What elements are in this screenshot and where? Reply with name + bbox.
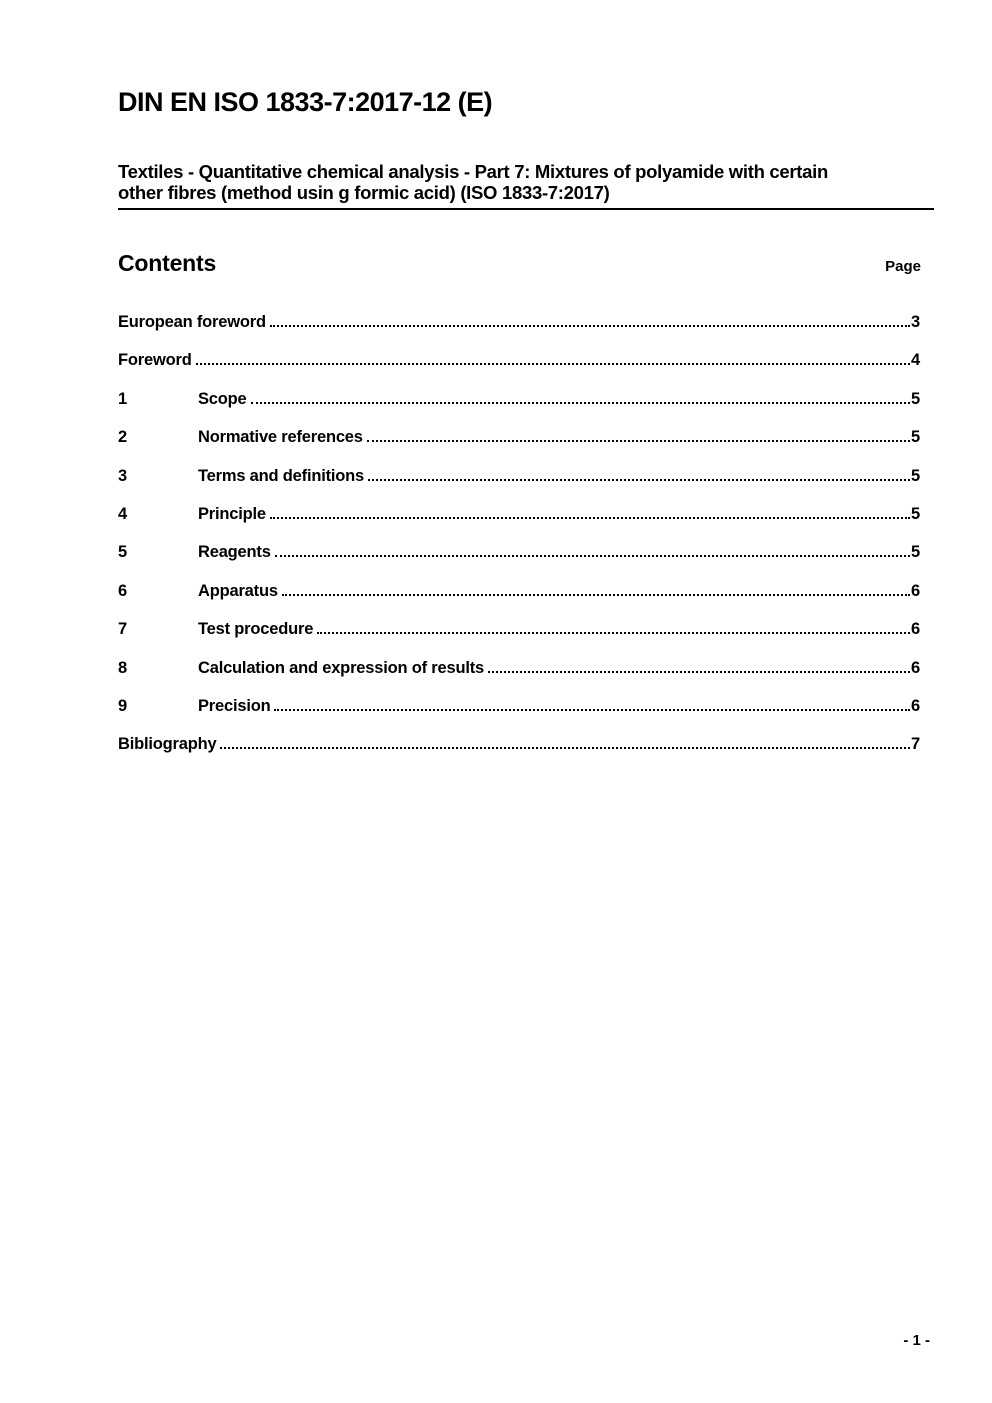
toc-leader-dots <box>317 632 910 634</box>
subtitle-line-1: Textiles - Quantitative chemical analysis - Part 7: Mixtures of polyamide with certain <box>118 161 828 182</box>
toc-entry-title: Precision <box>198 696 271 715</box>
toc-entry-page: 4 <box>911 351 920 370</box>
toc-entry-title: Scope <box>198 389 247 408</box>
toc-leader-dots <box>196 363 910 365</box>
toc-entry <box>118 313 920 351</box>
contents-header <box>118 250 921 277</box>
page-column-label: Page <box>885 258 921 275</box>
contents-heading: Contents <box>118 250 217 276</box>
toc-leader-dots <box>220 747 910 749</box>
toc-leader-dots <box>275 555 910 557</box>
toc-entry-page: 5 <box>911 389 920 408</box>
toc-entry-page: 5 <box>911 543 920 562</box>
document-subtitle <box>118 161 934 210</box>
toc-list <box>118 313 920 774</box>
toc-entry <box>118 697 920 735</box>
toc-leader-dots <box>251 402 910 404</box>
toc-entry-number: 7 <box>118 620 127 639</box>
toc-entry-title: Apparatus <box>198 581 278 600</box>
toc-leader-dots <box>368 479 910 481</box>
toc-entry <box>118 428 920 466</box>
toc-entry <box>118 659 920 697</box>
toc-entry <box>118 735 920 773</box>
toc-entry <box>118 351 920 389</box>
toc-entry-number: 1 <box>118 389 127 408</box>
toc-entry <box>118 505 920 543</box>
toc-entry-page: 7 <box>911 735 920 754</box>
toc-entry-page: 5 <box>911 504 920 523</box>
toc-entry-page: 6 <box>911 620 920 639</box>
toc-leader-dots <box>282 594 910 596</box>
toc-entry <box>118 582 920 620</box>
document-title: DIN EN ISO 1833-7:2017-12 (E) <box>118 87 493 117</box>
toc-entry-title: Principle <box>198 504 266 523</box>
toc-entry-title: Reagents <box>198 543 271 562</box>
toc-leader-dots <box>270 325 910 327</box>
toc-entry-page: 5 <box>911 466 920 485</box>
toc-entry-number: 4 <box>118 504 127 523</box>
toc-entry <box>118 543 920 581</box>
toc-entry-number: 8 <box>118 658 127 677</box>
toc-entry-title: Terms and definitions <box>198 466 365 485</box>
toc-entry-title: Calculation and expression of results <box>198 658 485 677</box>
toc-entry <box>118 390 920 428</box>
toc-entry-page: 3 <box>911 313 920 331</box>
toc-entry-title: Foreword <box>118 351 192 370</box>
toc-entry-title: Bibliography <box>118 735 217 754</box>
toc-leader-dots <box>367 440 910 442</box>
toc-entry <box>118 620 920 658</box>
toc-entry <box>118 467 920 505</box>
toc-entry-title: Normative references <box>198 428 363 447</box>
toc-leader-dots <box>270 517 910 519</box>
toc-entry-title: Test procedure <box>198 620 314 639</box>
toc-entry-number: 5 <box>118 543 127 562</box>
toc-leader-dots <box>488 671 910 673</box>
toc-entry-page: 6 <box>911 696 920 715</box>
toc-entry-page: 6 <box>911 658 920 677</box>
toc-entry-number: 2 <box>118 428 127 447</box>
toc-entry-number: 6 <box>118 581 127 600</box>
toc-entry-title: European foreword <box>118 313 266 331</box>
toc-leader-dots <box>274 709 910 711</box>
toc-entry-page: 6 <box>911 581 920 600</box>
toc-entry-number: 9 <box>118 696 127 715</box>
toc-entry-number: 3 <box>118 466 127 485</box>
subtitle-line-2: other fibres (method usin g formic acid) (ISO 1833-7:2017) <box>118 182 610 203</box>
footer-page-number: - 1 - <box>903 1332 930 1349</box>
toc-entry-page: 5 <box>911 428 920 447</box>
